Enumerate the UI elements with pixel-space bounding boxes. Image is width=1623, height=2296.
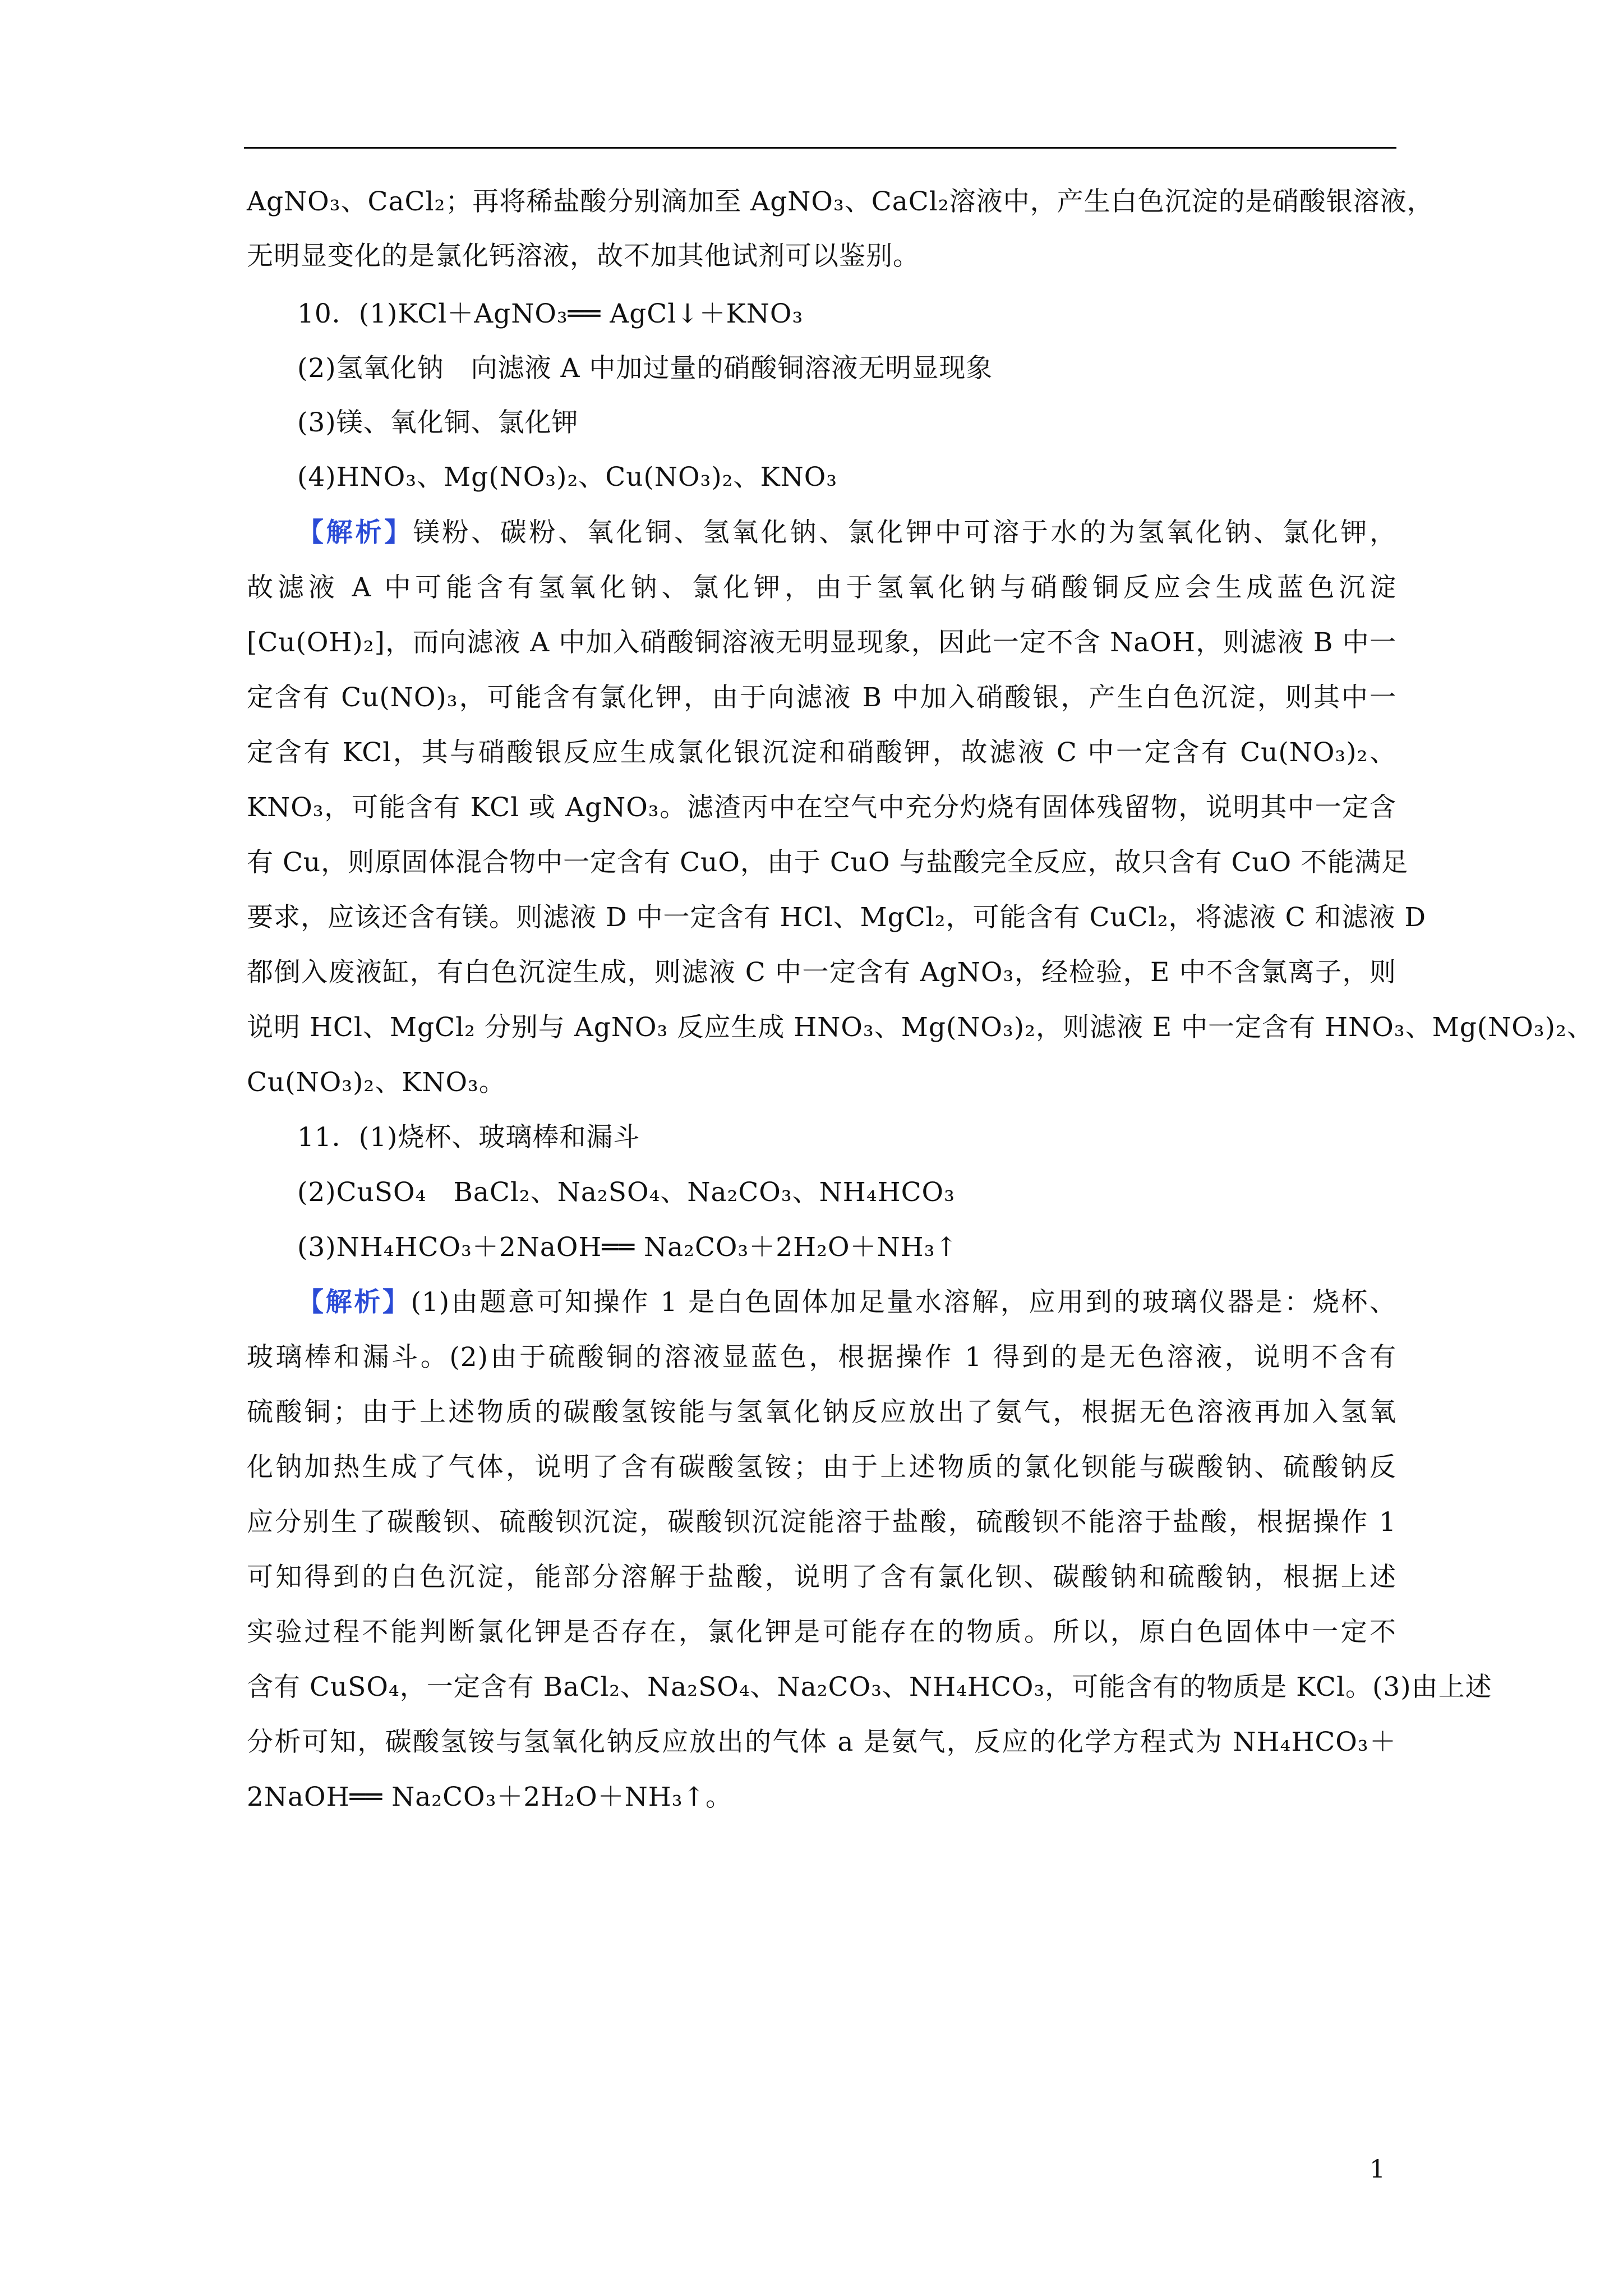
line-text: 定含有 KCl，其与硝酸银反应生成氯化银沉淀和硝酸钾，故滤液 C 中一定含有 Cu(NO₃)₂、	[247, 737, 1396, 768]
text-line	[297, 297, 803, 331]
line-text: 含有 CuSO₄，一定含有 BaCl₂、Na₂SO₄、Na₂CO₃、NH₄HCO₃，可能含有的物质是 KCl。(3)由上述	[247, 1672, 1492, 1703]
line-text: Cu(NO₃)₂、KNO₃。	[247, 1067, 506, 1098]
analysis-tag: 【解析】	[297, 1287, 411, 1318]
text-line	[247, 1726, 1396, 1759]
line-text: (2)CuSO₄ BaCl₂、Na₂SO₄、Na₂CO₃、NH₄HCO₃	[297, 1177, 955, 1208]
line-text: (4)HNO₃、Mg(NO₃)₂、Cu(NO₃)₂、KNO₃	[297, 462, 838, 493]
text-line	[247, 1011, 1594, 1045]
text-line	[247, 240, 920, 273]
text-line	[297, 516, 1396, 550]
text-line	[247, 791, 1396, 825]
line-text: (3)镁、氧化铜、氯化钾	[297, 407, 579, 438]
line-text: (3)NH₄HCO₃＋2NaOH══ Na₂CO₃＋2H₂O＋NH₃↑	[297, 1232, 958, 1263]
line-text: 镁粉、碳粉、氧化铜、氢氧化钠、氯化钾中可溶于水的为氢氧化钠、氯化钾，	[413, 517, 1396, 548]
text-line	[247, 626, 1396, 660]
line-text: 10．(1)KCl＋AgNO₃══ AgCl↓＋KNO₃	[297, 298, 804, 329]
line-text: 硫酸铜；由于上述物质的碳酸氢铵能与氢氧化钠反应放出了氨气，根据无色溶液再加入氢氧	[247, 1397, 1396, 1428]
line-text: 2NaOH══ Na₂CO₃＋2H₂O＋NH₃↑。	[247, 1782, 733, 1812]
text-line	[247, 901, 1426, 935]
line-text: 要求，应该还含有镁。则滤液 D 中一定含有 HCl、MgCl₂，可能含有 CuCl₂，将滤液 C 和滤液 D	[247, 902, 1426, 933]
line-text: (2)氢氧化钠 向滤液 A 中加过量的硝酸铜溶液无明显现象	[297, 353, 993, 384]
text-line	[297, 1176, 955, 1209]
line-text: 分析可知，碳酸氢铵与氢氧化钠反应放出的气体 a 是氨气，反应的化学方程式为 NH₄HCO₃＋	[247, 1727, 1396, 1757]
line-text: [Cu(OH)₂]，而向滤液 A 中加入硝酸铜溶液无明显现象，因此一定不含 NaOH，则滤液 B 中一	[247, 627, 1396, 658]
line-text: 无明显变化的是氯化钙溶液，故不加其他试剂可以鉴别。	[247, 241, 920, 272]
text-line	[247, 1396, 1396, 1429]
line-text: 都倒入废液缸，有白色沉淀生成，则滤液 C 中一定含有 AgNO₃，经检验，E 中不含氯离子，则	[247, 957, 1396, 988]
text-line	[247, 571, 1396, 605]
page-number: 1	[1370, 2155, 1385, 2184]
line-text: AgNO₃、CaCl₂；再将稀盐酸分别滴加至 AgNO₃、CaCl₂溶液中，产生白色沉淀的是硝酸银溶液，	[247, 186, 1434, 217]
text-line	[247, 1451, 1396, 1484]
line-text: 化钠加热生成了气体，说明了含有碳酸氢铵；由于上述物质的氯化钡能与碳酸钠、硫酸钠反	[247, 1452, 1396, 1483]
line-text: 可知得到的白色沉淀，能部分溶解于盐酸，说明了含有氯化钡、碳酸钠和硫酸钠，根据上述	[247, 1562, 1396, 1593]
text-line	[247, 1616, 1396, 1649]
text-line	[247, 1671, 1492, 1704]
line-text: 玻璃棒和漏斗。(2)由于硫酸铜的溶液显蓝色，根据操作 1 得到的是无色溶液，说明不含有	[247, 1342, 1396, 1373]
line-text: 有 Cu，则原固体混合物中一定含有 CuO，由于 CuO 与盐酸完全反应，故只含有 CuO 不能满足	[247, 847, 1409, 878]
line-text: 11．(1)烧杯、玻璃棒和漏斗	[297, 1122, 640, 1153]
analysis-tag: 【解析】	[297, 517, 413, 548]
text-line	[247, 1341, 1396, 1374]
text-line	[247, 681, 1396, 715]
text-line	[297, 461, 837, 494]
text-line	[297, 1231, 958, 1264]
text-line	[297, 406, 579, 440]
text-line	[247, 185, 1434, 219]
text-line	[297, 1286, 1396, 1319]
text-line	[247, 1506, 1396, 1539]
line-text: KNO₃，可能含有 KCl 或 AgNO₃。滤渣丙中在空气中充分灼烧有固体残留物，说明其中一定含	[247, 792, 1396, 823]
text-line	[247, 1561, 1396, 1594]
text-line	[247, 956, 1396, 990]
line-text: 故滤液 A 中可能含有氢氧化钠、氯化钾，由于氢氧化钠与硝酸铜反应会生成蓝色沉淀	[247, 572, 1396, 603]
text-line	[297, 352, 993, 385]
text-line	[247, 1066, 506, 1099]
line-text: 定含有 Cu(NO)₃，可能含有氯化钾，由于向滤液 B 中加入硝酸银，产生白色沉淀，则其中一	[247, 682, 1396, 713]
text-line	[247, 736, 1396, 770]
text-line	[297, 1121, 640, 1154]
line-text: 实验过程不能判断氯化钾是否存在，氯化钾是可能存在的物质。所以，原白色固体中一定不	[247, 1617, 1396, 1648]
text-line	[247, 846, 1409, 880]
text-line	[247, 1780, 732, 1814]
line-text: 说明 HCl、MgCl₂ 分别与 AgNO₃ 反应生成 HNO₃、Mg(NO₃)₂，则滤液 E 中一定含有 HNO₃、Mg(NO₃)₂、	[247, 1012, 1594, 1043]
line-text: 应分别生了碳酸钡、硫酸钡沉淀，碳酸钡沉淀能溶于盐酸，硫酸钡不能溶于盐酸，根据操作 1	[247, 1507, 1396, 1538]
header-rule	[244, 147, 1396, 149]
line-text: (1)由题意可知操作 1 是白色固体加足量水溶解，应用到的玻璃仪器是：烧杯、	[411, 1287, 1397, 1318]
